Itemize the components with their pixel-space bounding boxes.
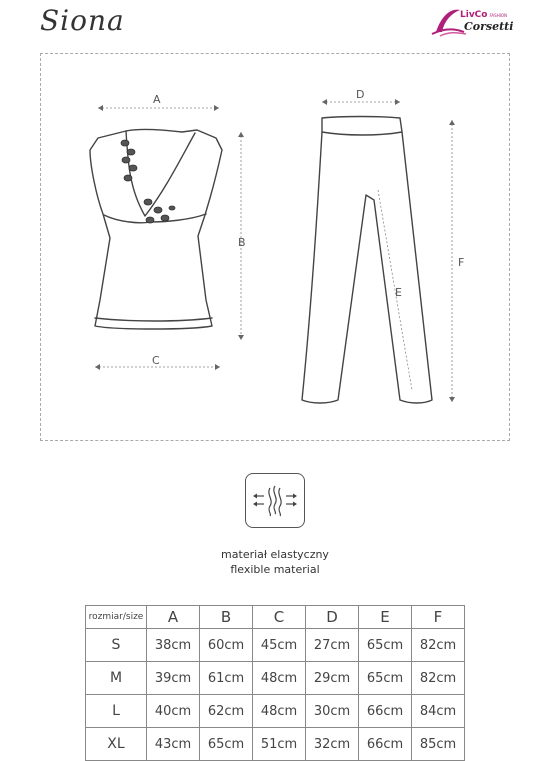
value-cell: 60cm — [200, 629, 253, 662]
dim-label-c: C — [152, 354, 160, 367]
column-header: F — [412, 606, 465, 629]
dimension-lines — [95, 102, 452, 402]
value-cell: 39cm — [147, 662, 200, 695]
value-cell: 82cm — [412, 629, 465, 662]
column-header: E — [359, 606, 412, 629]
size-cell: M — [86, 662, 147, 695]
value-cell: 40cm — [147, 695, 200, 728]
column-header: C — [253, 606, 306, 629]
pants-outline — [302, 117, 432, 404]
column-header: B — [200, 606, 253, 629]
column-header: A — [147, 606, 200, 629]
size-table-corner: rozmiar/size — [86, 606, 147, 629]
value-cell: 51cm — [253, 728, 306, 761]
dim-label-f: F — [458, 256, 465, 269]
size-cell: S — [86, 629, 147, 662]
product-title: Siona — [40, 4, 125, 37]
table-row — [86, 662, 465, 695]
size-cell: L — [86, 695, 147, 728]
value-cell: 61cm — [200, 662, 253, 695]
size-table — [85, 605, 465, 761]
size-table-header — [86, 606, 465, 629]
brand-name-line1: LivCo FASHION — [460, 10, 508, 20]
value-cell: 66cm — [359, 728, 412, 761]
dimension-arrowheads — [95, 99, 455, 402]
column-header: D — [306, 606, 359, 629]
table-row — [86, 695, 465, 728]
brand-name-line2: Corsetti — [464, 20, 514, 33]
value-cell: 32cm — [306, 728, 359, 761]
value-cell: 48cm — [253, 662, 306, 695]
value-cell: 45cm — [253, 629, 306, 662]
dim-label-a: A — [153, 93, 161, 106]
table-row — [86, 728, 465, 761]
value-cell: 65cm — [359, 662, 412, 695]
value-cell: 43cm — [147, 728, 200, 761]
size-cell: XL — [86, 728, 147, 761]
value-cell: 62cm — [200, 695, 253, 728]
value-cell: 65cm — [200, 728, 253, 761]
dim-label-b: B — [238, 236, 246, 249]
value-cell: 66cm — [359, 695, 412, 728]
value-cell: 84cm — [412, 695, 465, 728]
table-row — [86, 629, 465, 662]
value-cell: 48cm — [253, 695, 306, 728]
dim-label-d: D — [356, 88, 365, 101]
value-cell: 29cm — [306, 662, 359, 695]
value-cell: 38cm — [147, 629, 200, 662]
material-label-pl: materiał elastyczny — [221, 548, 329, 561]
floral-appliques — [121, 140, 175, 223]
dim-label-e: E — [395, 286, 402, 299]
value-cell: 82cm — [412, 662, 465, 695]
value-cell: 85cm — [412, 728, 465, 761]
value-cell: 27cm — [306, 629, 359, 662]
top-outline — [90, 129, 222, 329]
material-label-en: flexible material — [230, 563, 320, 576]
stretch-arrows-icon — [245, 473, 305, 528]
value-cell: 65cm — [359, 629, 412, 662]
value-cell: 30cm — [306, 695, 359, 728]
